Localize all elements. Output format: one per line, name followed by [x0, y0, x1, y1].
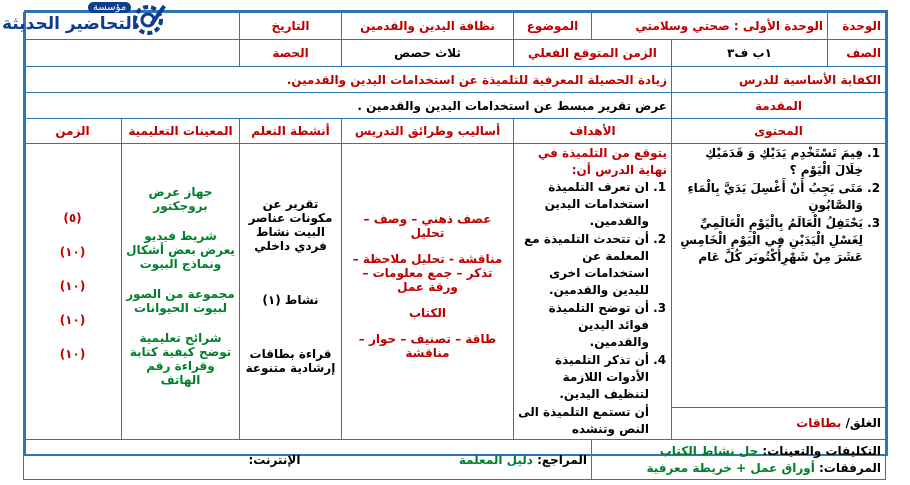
goals-cell	[514, 144, 672, 440]
content-item: 1. فِيمَ تَسْتَخْدِم يَدَيْكِ وَ قَدَمَيْكِ خِلَالَ الْيَوْمِ ؟	[676, 145, 863, 179]
refs-value: دليل المعلمة	[458, 452, 533, 467]
refs-label: المراجع:	[537, 452, 587, 467]
method-item: الكتاب	[408, 305, 447, 320]
logo-brand-text: التحاضير الحديثة	[2, 14, 138, 34]
attach-label: المرفقات:	[819, 460, 881, 475]
lesson-plan-table	[23, 12, 886, 480]
aid-item: شريط فيديو يعرض بعض أشكال ونماذج البيوت	[126, 228, 235, 271]
unit-label: الوحدة	[828, 13, 886, 40]
col-header-goals: الأهداف	[514, 119, 672, 144]
brand-logo	[0, 0, 178, 42]
footer-row	[24, 440, 886, 480]
activity-item: قراءة بطاقات إرشادية متنوعة	[245, 346, 336, 375]
class-label: الصف	[828, 40, 886, 67]
main-body-row	[24, 144, 886, 408]
assign-label: التكليفات والتعينات:	[762, 443, 881, 458]
intro-label: المقدمة	[672, 93, 886, 119]
class-value: ١ب ف٣	[672, 40, 828, 67]
col-header-content: المحتوى	[672, 119, 886, 144]
method-item: طاقة – تصنيف – حوار – مناقشة	[358, 331, 497, 360]
time-cell	[24, 144, 122, 440]
goal-item: 1. ان تعرف التلميذة استخدامات اليدين والقدمين.	[518, 179, 649, 230]
activity-item: نشاط (١)	[262, 292, 319, 307]
time-item: (١٠)	[59, 278, 86, 293]
date-label: التاريخ	[240, 13, 342, 40]
goals-list	[518, 179, 667, 403]
goal-item: 2. أن تتحدث التلميذة مع المعلمة عن استخدامات اخرى لليدين والقدمين.	[518, 231, 649, 299]
content-item: 2. مَتَى يَجِبُ أَنْ أَغْسِلَ يَدَيَّ بِالْمَاءِ وَالصَّابُونِ	[676, 180, 863, 214]
activity-item: تقرير عن مكونات عناصر البيت نشاط فردي داخلي	[248, 196, 333, 253]
competency-label: الكفاية الأساسية للدرس	[672, 67, 886, 93]
time-item: (١٠)	[59, 346, 86, 361]
goal-item: 3. أن توضح التلميذة فوائد اليدين والقدمين.	[518, 300, 649, 351]
column-header-row	[24, 119, 886, 144]
duration-label: الزمن المتوقع الفعلي	[514, 40, 672, 67]
header-row-2	[24, 40, 886, 67]
closing-label: الغلق/	[845, 416, 881, 431]
competency-value: زيادة الحصيلة المعرفية للتلميذة عن استخدامات اليدين والقدمين.	[24, 67, 672, 93]
methods-cell	[342, 144, 514, 440]
intro-value: عرض تقرير مبسط عن استخدامات اليدين والقدمين .	[24, 93, 672, 119]
col-header-time: الزمن	[24, 119, 122, 144]
content-cell	[672, 144, 886, 408]
period-label: الحصة	[240, 40, 342, 67]
aids-cell	[122, 144, 240, 440]
aid-item: مجموعة من الصور لبيوت الحيوانات	[126, 286, 235, 315]
topic-value: نظافة اليدين والقدمين	[342, 13, 514, 40]
footer-assignments-cell	[592, 440, 886, 480]
internet-label: الإنترنت:	[248, 452, 301, 467]
col-header-aids: المعينات التعليمية	[122, 119, 240, 144]
time-item: (١٠)	[59, 312, 86, 327]
aid-item: شرائح تعليمية توضح كيفية كتابة وقراءة رقم الهاتف	[129, 330, 232, 387]
goals-intro: يتوقع من التلميذة في نهاية الدرس أن:	[537, 146, 667, 177]
method-item: عصف ذهني – وصف – تحليل	[363, 211, 492, 240]
time-item: (١٠)	[59, 244, 86, 259]
topic-label: الموضوع	[514, 13, 592, 40]
goal-item: 4. أن تذكر التلميذة الأدوات اللازمة لتنظيف اليدين.	[518, 352, 649, 403]
col-header-methods: أساليب وطرائق التدريس	[342, 119, 514, 144]
activities-cell	[240, 144, 342, 440]
competency-row	[24, 67, 886, 93]
footer-refs-cell	[24, 440, 592, 480]
lesson-plan-sheet	[24, 10, 888, 475]
time-item: (٥)	[63, 210, 82, 225]
aid-item: جهاز عرض بروجكتور	[148, 184, 213, 213]
method-item: مناقشة - تحليل ملاحظة – تذكر – جمع معلومات – ورقة عمل	[352, 251, 503, 294]
col-header-activities: أنشطة التعلم	[240, 119, 342, 144]
period-value[interactable]	[24, 40, 240, 67]
content-list	[676, 145, 881, 266]
logo-org-text: مؤسسة	[88, 2, 131, 13]
intro-row	[24, 93, 886, 119]
closing-cell	[672, 407, 886, 439]
closing-value: بطاقات	[796, 416, 842, 431]
assign-value: حل نشاط الكتاب	[659, 443, 759, 458]
attach-value: أوراق عمل + خريطة معرفية	[646, 460, 815, 475]
duration-value: ثلاث حصص	[342, 40, 514, 67]
content-item: 3. يَحْتَفِلُ الْعَالَمُ بِالْيَوْمِ الْعَالَمِيِّ لِغَسْلِ الْيَدَيْنِ فِي الْيَوْمِ الْخَامِسِ عَشَرَ مِنْ شَهْرِأُكْتُوبَر كُلَّ عَام	[676, 215, 863, 266]
unit-value: الوحدة الأولى : صحتي وسلامتي	[592, 13, 828, 40]
goal-extra: أن تستمع التلميذة الى النص وتنشده	[518, 405, 649, 436]
